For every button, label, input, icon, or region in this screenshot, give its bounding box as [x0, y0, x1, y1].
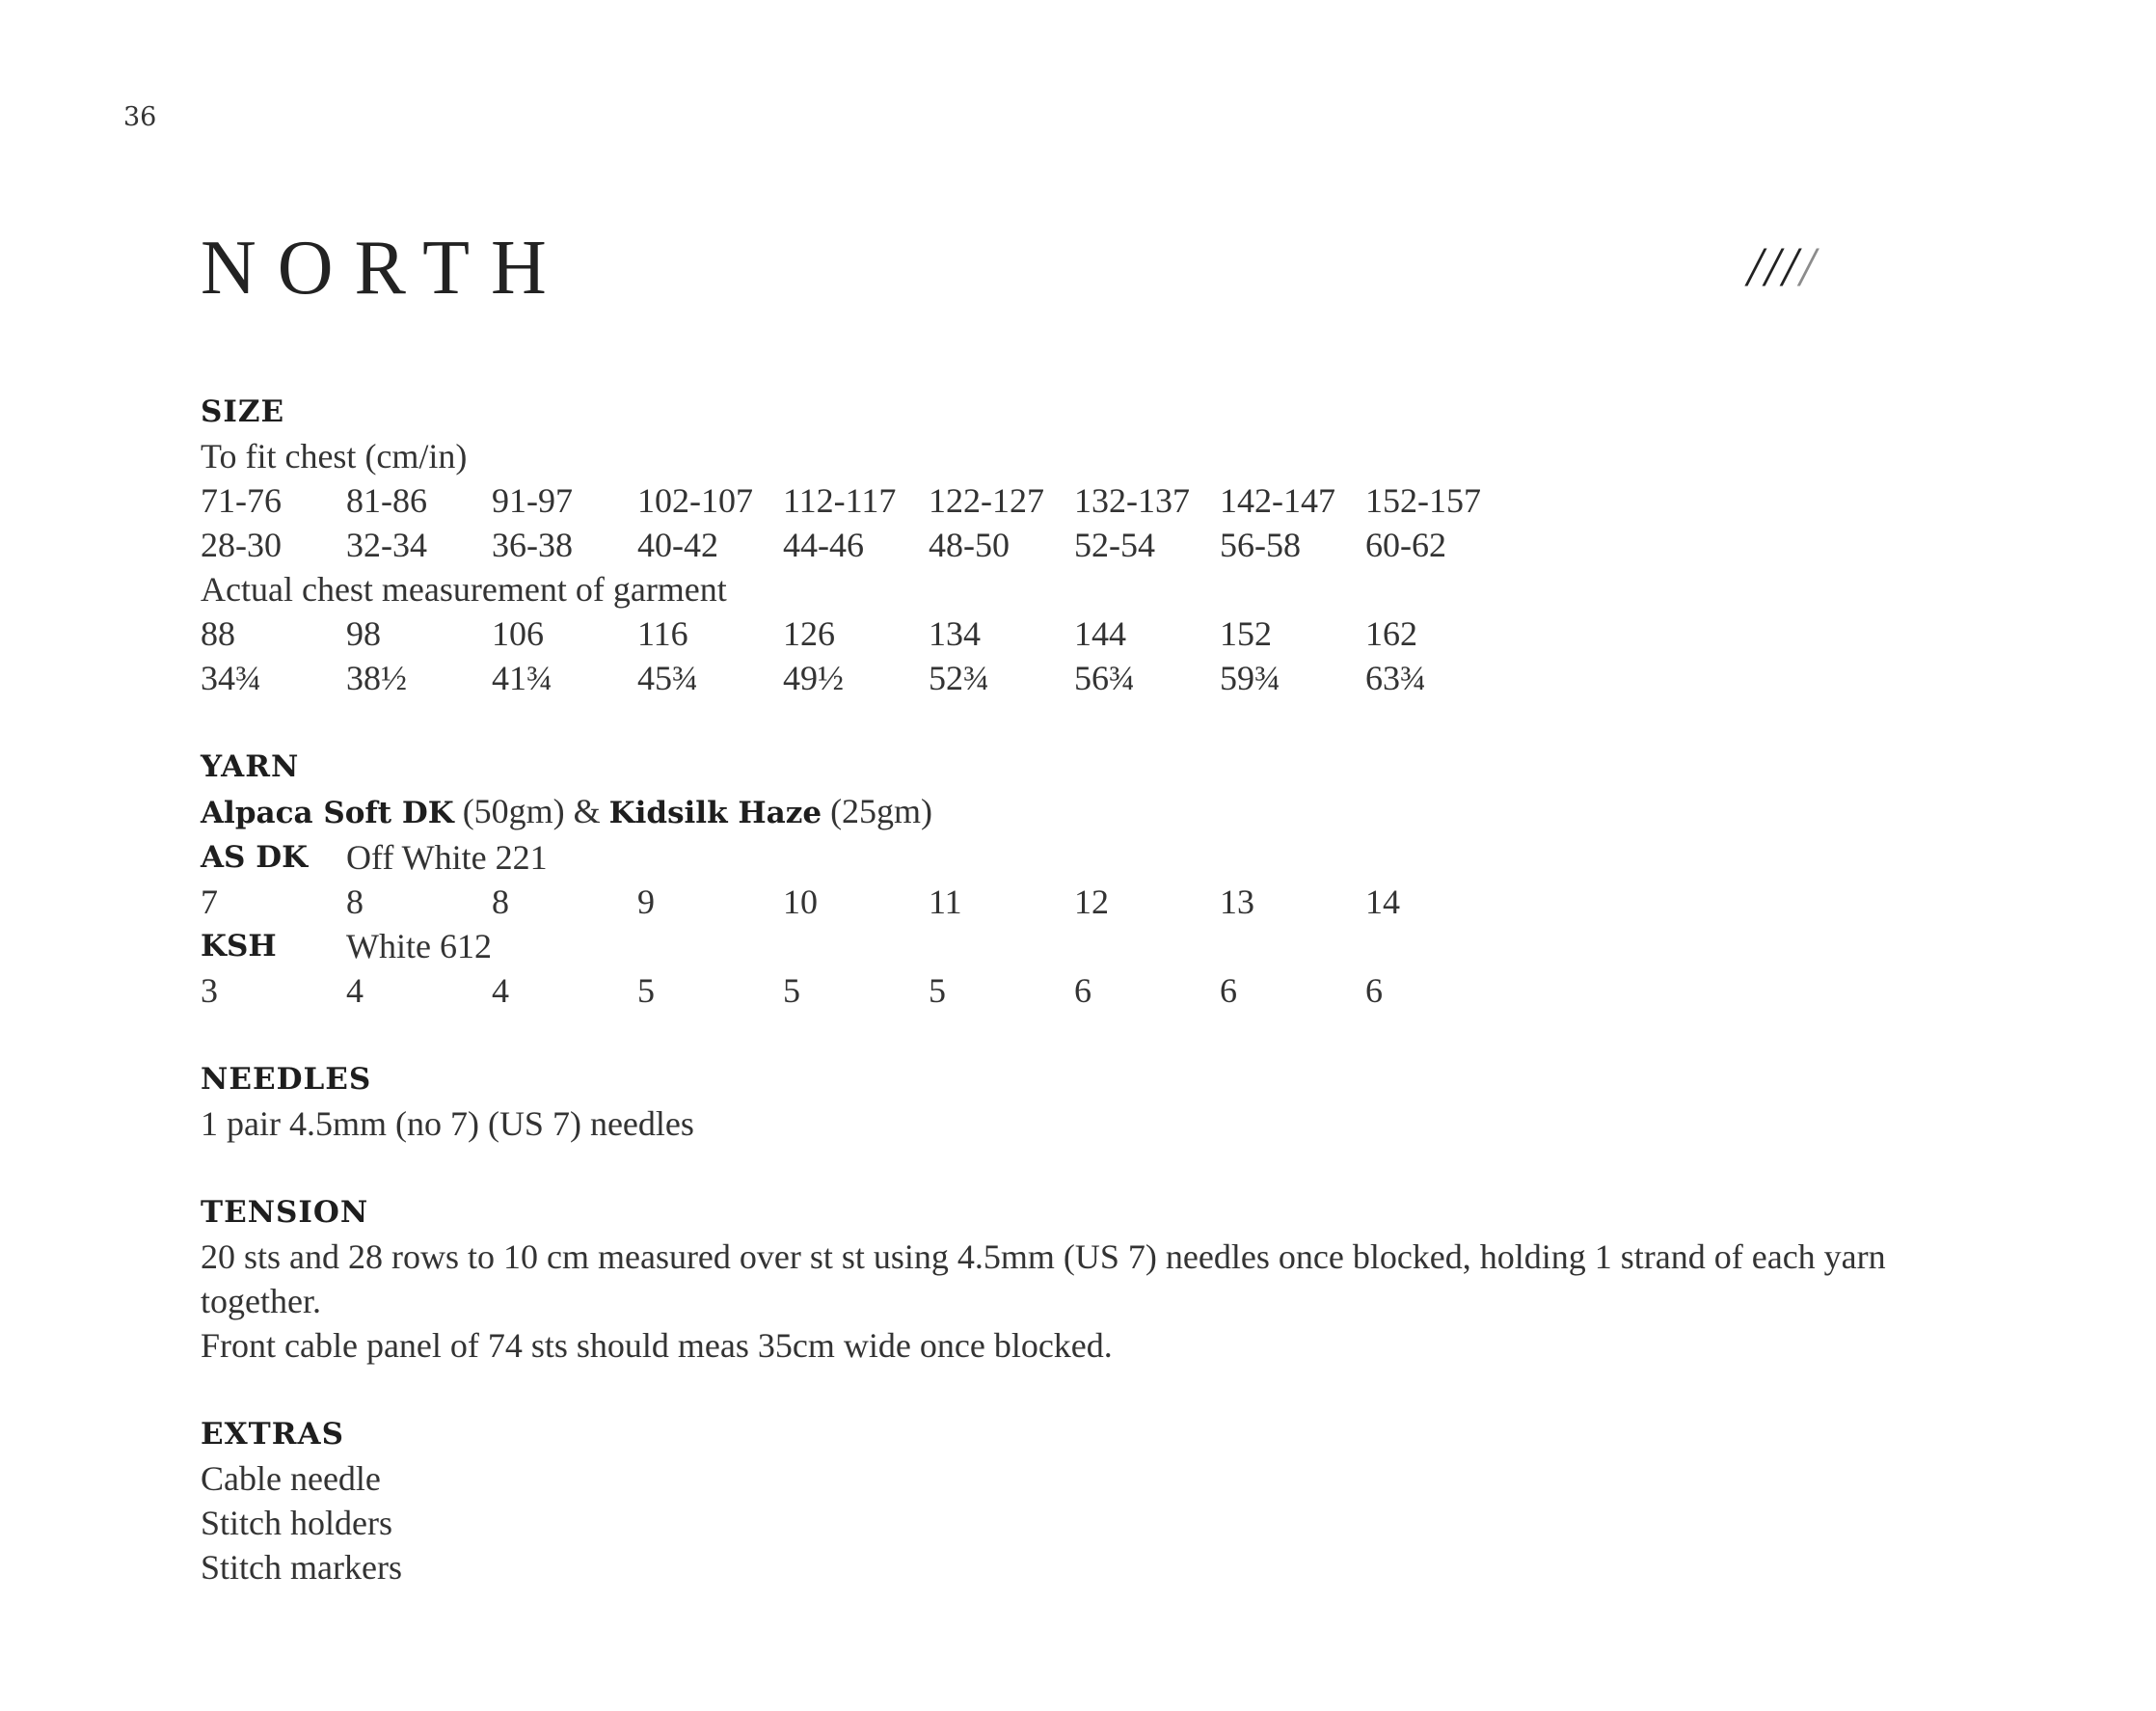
size-cell: 106 — [492, 614, 544, 653]
size-cell: 52-54 — [1074, 526, 1155, 564]
yarn-section — [201, 745, 1936, 1013]
size-cell: 112-117 — [783, 481, 897, 520]
size-cell: 44-46 — [783, 526, 864, 564]
size-cell: 59¾ — [1220, 659, 1280, 697]
size-heading: SIZE — [201, 394, 285, 429]
ksh-label: KSH — [201, 929, 277, 964]
size-cell: 34¾ — [201, 659, 261, 697]
quantity-cell: 13 — [1220, 883, 1254, 921]
quantity-cell: 4 — [492, 971, 509, 1010]
size-cell: 116 — [637, 614, 688, 653]
extras-item: Stitch markers — [201, 1548, 402, 1587]
actual-chest-in-row — [201, 656, 1936, 700]
quantity-cell: 3 — [201, 971, 218, 1010]
size-cell: 48-50 — [929, 526, 1010, 564]
size-cell: 134 — [929, 614, 981, 653]
quantity-cell: 5 — [929, 971, 946, 1010]
size-cell: 132-137 — [1074, 481, 1190, 520]
size-cell: 38½ — [346, 659, 407, 697]
size-cell: 91-97 — [492, 481, 573, 520]
size-section — [201, 390, 1936, 700]
size-cell: 162 — [1365, 614, 1417, 653]
size-cell: 71-76 — [201, 481, 282, 520]
fit-chest-in-row — [201, 523, 1936, 567]
size-cell: 28-30 — [201, 526, 282, 564]
ksh-shade-row — [201, 924, 1936, 968]
fit-chest-cm-row — [201, 478, 1936, 523]
yarn-heading: YARN — [201, 749, 300, 784]
cable-panel-text: Front cable panel of 74 sts should meas 35cm wide once blocked. — [201, 1326, 1113, 1365]
size-cell: 56-58 — [1220, 526, 1301, 564]
size-cell: 88 — [201, 614, 235, 653]
tension-section — [201, 1190, 1936, 1368]
size-cell: 144 — [1074, 614, 1126, 653]
size-cell: 41¾ — [492, 659, 552, 697]
quantity-cell: 6 — [1074, 971, 1091, 1010]
quantity-cell: 9 — [637, 883, 655, 921]
size-cell: 56¾ — [1074, 659, 1135, 697]
size-cell: 52¾ — [929, 659, 989, 697]
ksh-shade: White 612 — [346, 927, 492, 965]
size-cell: 152 — [1220, 614, 1272, 653]
size-cell: 60-62 — [1365, 526, 1446, 564]
pattern-details — [201, 390, 1936, 1634]
as-dk-quantity-row — [201, 880, 1936, 924]
tension-heading: TENSION — [201, 1195, 369, 1230]
size-cell: 98 — [346, 614, 381, 653]
quantity-cell: 10 — [783, 883, 818, 921]
extras-section — [201, 1412, 1936, 1589]
quantity-cell: 6 — [1220, 971, 1237, 1010]
difficulty-rating — [1747, 235, 1818, 298]
size-cell: 152-157 — [1365, 481, 1481, 520]
difficulty-marks-empty: / — [1799, 235, 1818, 298]
yarn2-name: Kidsilk Haze — [608, 796, 822, 830]
size-cell: 32-34 — [346, 526, 427, 564]
quantity-cell: 5 — [783, 971, 800, 1010]
difficulty-marks-filled: /// — [1747, 235, 1800, 298]
tension-text: 20 sts and 28 rows to 10 cm measured over st st using 4.5mm (US 7) needles once blocked, holding 1 strand of each yarn together. — [201, 1237, 1886, 1320]
extras-item: Cable needle — [201, 1459, 381, 1498]
actual-chest-cm-row — [201, 611, 1936, 656]
pattern-title: NORTH — [201, 226, 568, 311]
as-dk-label: AS DK — [201, 840, 309, 875]
extras-heading: EXTRAS — [201, 1417, 344, 1452]
size-cell: 126 — [783, 614, 835, 653]
size-cell: 102-107 — [637, 481, 753, 520]
size-cell: 36-38 — [492, 526, 573, 564]
quantity-cell: 8 — [346, 883, 364, 921]
quantity-cell: 14 — [1365, 883, 1400, 921]
fit-chest-label: To fit chest (cm/in) — [201, 437, 468, 475]
yarn2-weight: (25gm) — [822, 792, 933, 830]
yarn1-name: Alpaca Soft DK — [201, 796, 454, 830]
quantity-cell: 6 — [1365, 971, 1383, 1010]
size-cell: 45¾ — [637, 659, 698, 697]
size-cell: 122-127 — [929, 481, 1044, 520]
quantity-cell: 11 — [929, 883, 962, 921]
as-dk-shade: Off White 221 — [346, 838, 548, 877]
yarn1-weight: (50gm) & — [453, 792, 609, 830]
size-cell: 49½ — [783, 659, 844, 697]
needles-heading: NEEDLES — [201, 1062, 372, 1097]
quantity-cell: 8 — [492, 883, 509, 921]
yarn-description — [201, 789, 1936, 835]
page-number: 36 — [123, 102, 157, 132]
size-cell: 63¾ — [1365, 659, 1426, 697]
quantity-cell: 12 — [1074, 883, 1109, 921]
size-cell: 40-42 — [637, 526, 718, 564]
size-cell: 81-86 — [346, 481, 427, 520]
quantity-cell: 5 — [637, 971, 655, 1010]
needles-text: 1 pair 4.5mm (no 7) (US 7) needles — [201, 1104, 694, 1143]
quantity-cell: 4 — [346, 971, 364, 1010]
size-cell: 142-147 — [1220, 481, 1335, 520]
as-dk-shade-row — [201, 835, 1936, 880]
quantity-cell: 7 — [201, 883, 218, 921]
actual-chest-label: Actual chest measurement of garment — [201, 570, 727, 609]
extras-item: Stitch holders — [201, 1504, 392, 1542]
needles-section — [201, 1057, 1936, 1146]
ksh-quantity-row — [201, 968, 1936, 1013]
